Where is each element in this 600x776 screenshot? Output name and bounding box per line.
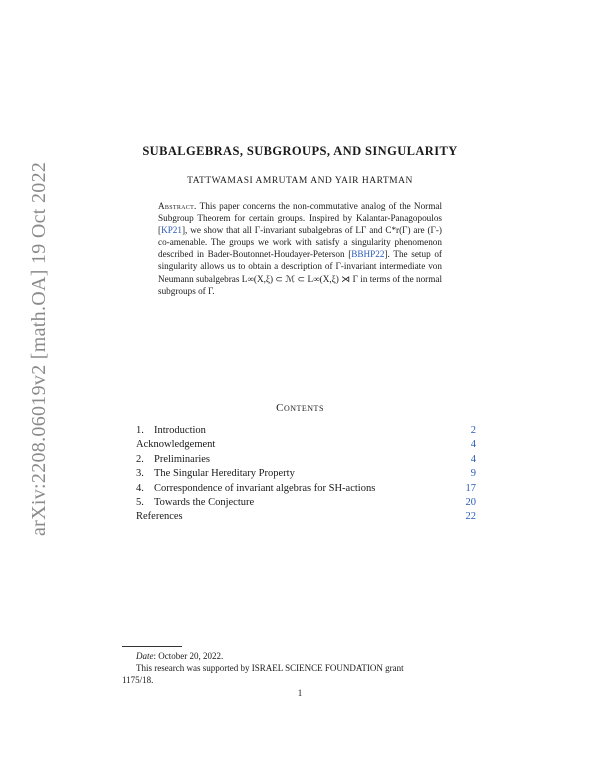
page-number: 1 [297,688,303,698]
footnote [122,650,478,686]
abstract-text-part-1: This paper concerns the non-commutative analog of the Normal Subgroup Theorem for certain groups. Inspired by Kalantar-Panagopoulos [ [158,201,442,236]
paper-authors: TATTWAMASI AMRUTAM AND YAIR HARTMAN [187,176,413,186]
toc-entry-number: 1. [136,425,144,436]
citation-link-kp21[interactable]: KP21 [161,225,182,236]
toc-entry-label: The Singular Hereditary Property [154,468,295,480]
toc-entry-label: Preliminaries [154,453,210,465]
toc-entry-number: 4. [136,482,144,494]
paper-title: SUBALGEBRAS, SUBGROUPS, AND SINGULARITY [142,144,458,158]
footnote-date-label: Date [136,651,154,661]
toc-entry-number: 2. [136,453,144,465]
toc-entry-page-link[interactable]: 22 [465,511,476,523]
toc-entry-number: 3. [136,468,144,480]
footnote-divider [122,646,182,647]
footnote-funding-continued: 1175/18. [122,675,154,685]
toc-entry-label: Correspondence of invariant algebras for SH-actions [154,482,376,494]
toc-entry-page-link[interactable]: 20 [465,496,476,508]
toc-entry-singular-hereditary-property[interactable] [136,467,476,481]
toc-entry-correspondence[interactable] [136,482,476,496]
abstract [158,200,442,297]
citation-link-bbhp22[interactable]: BBHP22 [351,249,385,260]
footnote-date-value: : October 20, 2022. [153,651,224,661]
footnote-date [122,650,478,662]
toc-entry-acknowledgement[interactable] [136,438,476,452]
toc-entry-label: Acknowledgement [136,439,216,451]
toc-entry-label: References [136,511,183,523]
table-of-contents [136,424,476,525]
toc-entry-towards-conjecture[interactable] [136,496,476,510]
toc-entry-preliminaries[interactable] [136,453,476,467]
abstract-text-part-3: ]. The setup of singularity allows us to obtain a description of Γ-invariant intermediate von Neumann subalgebras L∞(X,ξ) ⊂ ℳ ⊂ L∞(X,ξ) ⋊ Γ in terms of the normal subgroups of Γ. [158,249,442,296]
toc-entry-number: 5. [136,496,144,508]
abstract-heading: Abstract. [158,201,197,211]
footnote-funding: This research was supported by ISRAEL SCIENCE FOUNDATION grant [136,663,404,673]
contents-heading: Contents [276,402,324,414]
toc-entry-page-link[interactable]: 17 [465,482,476,494]
toc-entry-label: Towards the Conjecture [154,496,255,508]
toc-entry-page-link[interactable]: 4 [470,439,476,451]
toc-entry-label: Introduction [154,425,206,436]
toc-entry-page-link[interactable]: 9 [470,468,476,480]
abstract-text-part-2: ], we show that all Γ-invariant subalgebras of LΓ and C*r(Γ) are (Γ-) co-amenable. The groups we work with satisfy a singularity phenomenon described in Bader-Boutonnet-Houdayer-Peterson [ [158,225,442,260]
toc-entry-page-link[interactable]: 4 [470,453,476,465]
arxiv-identifier-stamp: arXiv:2208.06019v2 [math.OA] 19 Oct 2022 [28,161,50,536]
toc-entry-introduction[interactable] [136,424,476,438]
toc-entry-page-link[interactable]: 2 [470,425,476,436]
toc-entry-references[interactable] [136,510,476,524]
